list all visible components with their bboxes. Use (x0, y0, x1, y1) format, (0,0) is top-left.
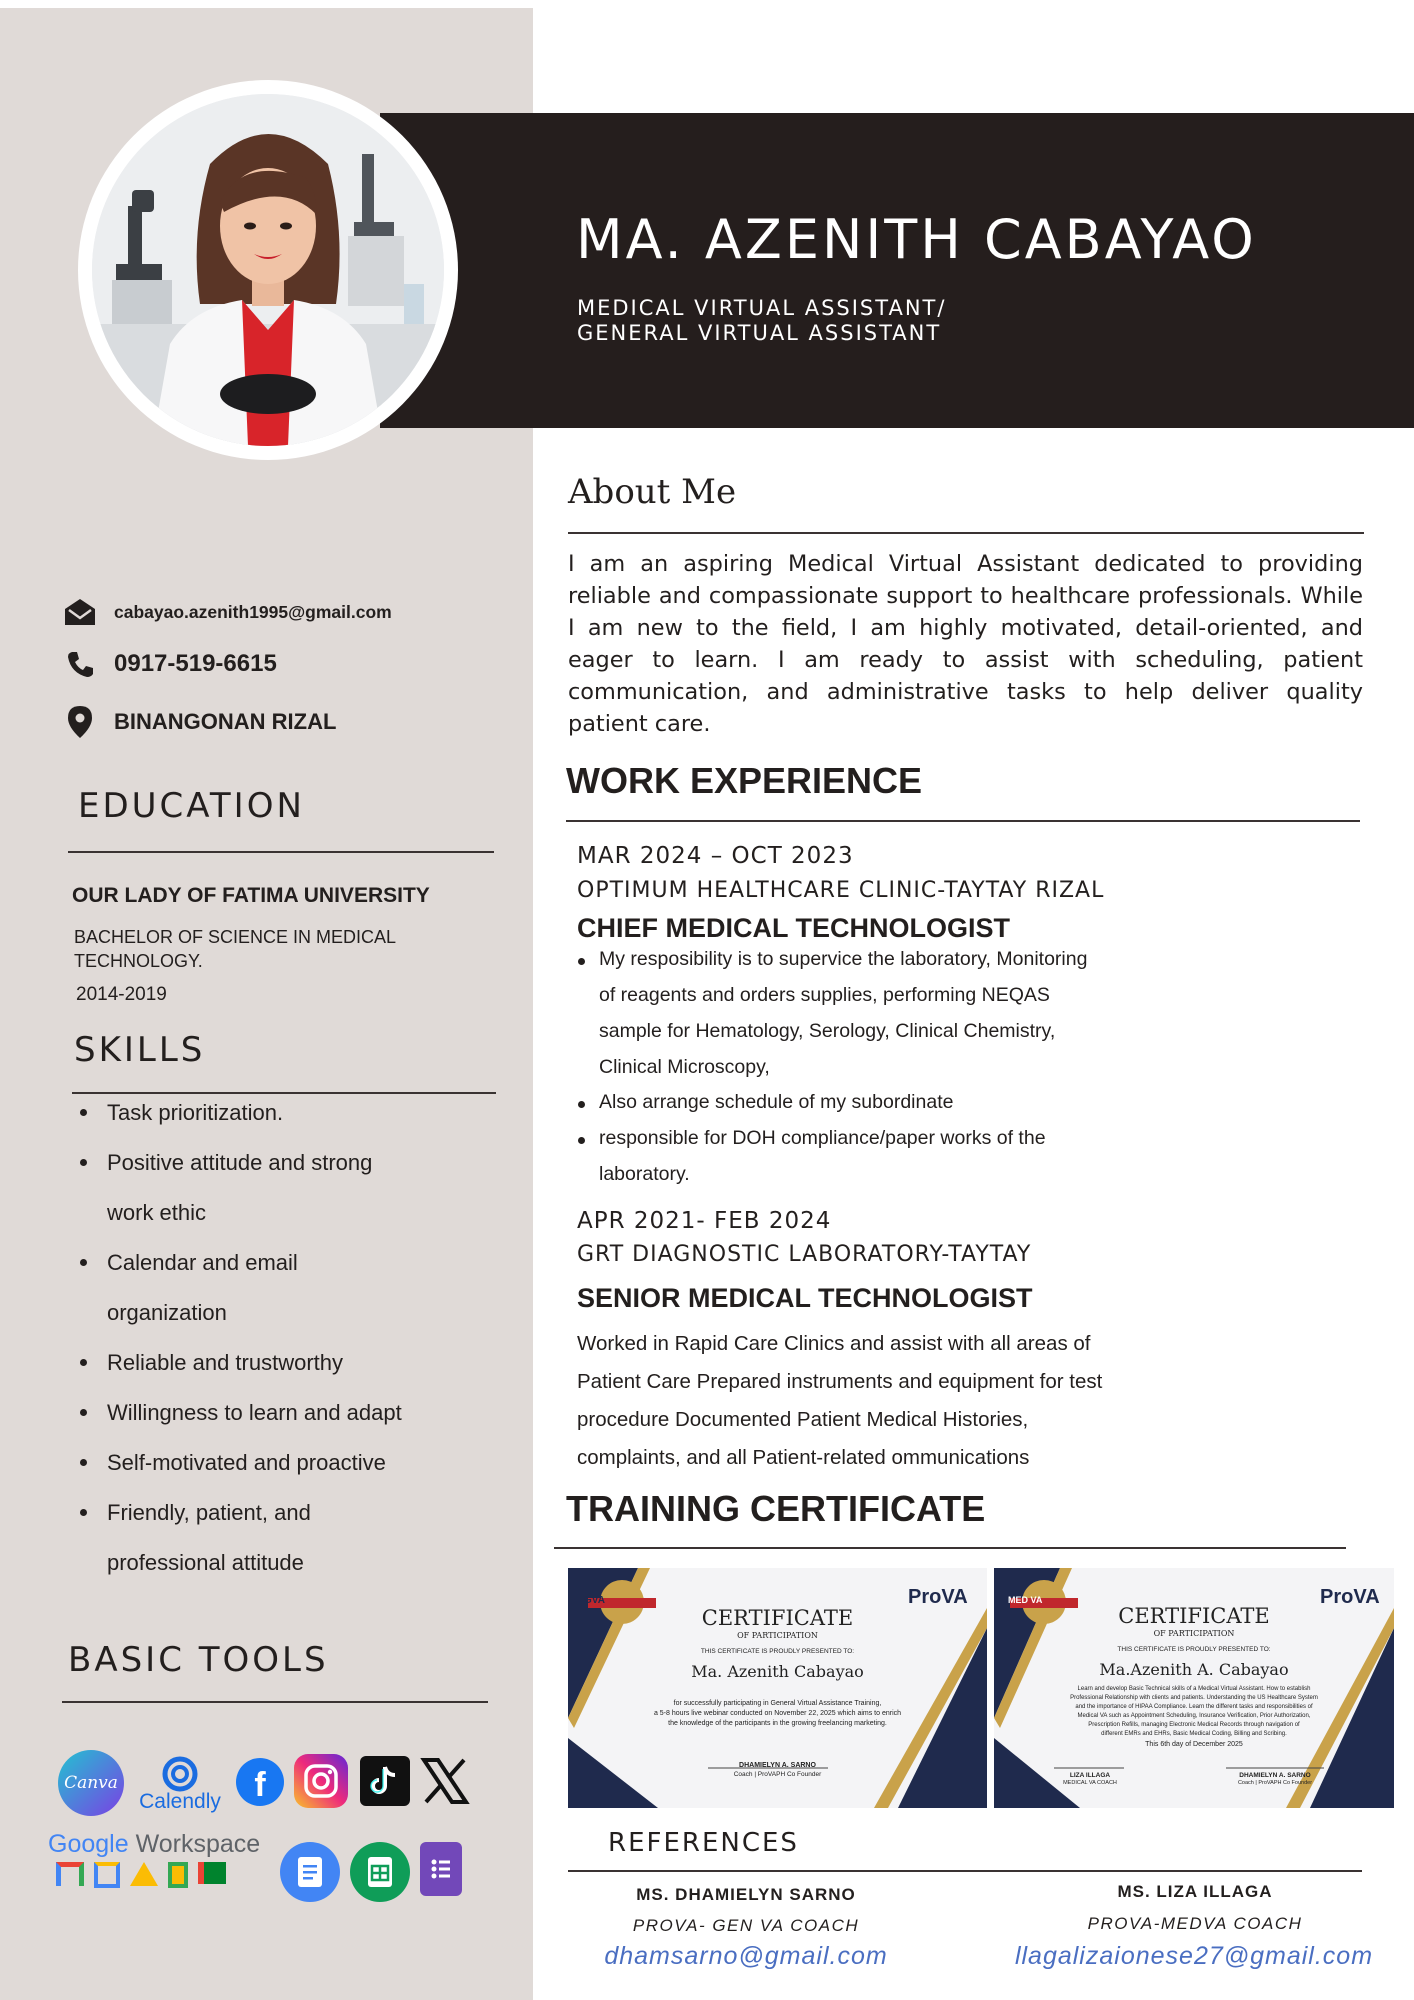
cert-signer: DHAMIELYN A. SARNO (739, 1762, 816, 1769)
envelope-icon (62, 594, 98, 630)
cert-signer-right: DHAMIELYN A. SARNO (1239, 1772, 1311, 1779)
skills-heading: SKILLS (74, 1030, 206, 1070)
candidate-name: MA. AZENITH CABAYAO (576, 208, 1257, 271)
job2-dates: APR 2021- FEB 2024 (577, 1208, 832, 1234)
google-docs-icon (280, 1842, 340, 1902)
contact-email (62, 594, 392, 630)
school-name: OUR LADY OF FATIMA UNIVERSITY (72, 884, 430, 907)
google-forms-icon (420, 1842, 462, 1896)
cert-recipient: Ma. Azenith Cabayao (691, 1662, 864, 1681)
facebook-icon: f (236, 1758, 284, 1806)
certificate-gva (568, 1568, 987, 1808)
skills-rule (72, 1092, 496, 1094)
phone-icon (62, 646, 98, 682)
tools-rule (62, 1701, 488, 1703)
cert-signer-left-role: MEDICAL VA COACH (1063, 1780, 1117, 1786)
google-workspace-logo: Google Workspace (48, 1830, 261, 1858)
cert-badge: GVA (584, 1595, 605, 1606)
degree-line-1: BACHELOR OF SCIENCE IN MEDICAL (74, 927, 397, 947)
google-apps-row (56, 1862, 226, 1888)
cert-subtitle: OF PARTICIPATION (737, 1631, 818, 1640)
cert-body: and the importance of HIPAA Compliance. Learn the different tasks and responsibilities of (1075, 1704, 1313, 1710)
about-text: I am an aspiring Medical Virtual Assistant dedicated to providing reliable and compassionate support to healthcare professionals. While I am new to the field, I am highly motivated, detail-oriented, and eager to learn. I am ready to assist with scheduling, patient communication, and administrative tasks to help deliver quality patient care. (568, 551, 1363, 737)
contact-location (62, 704, 336, 740)
cert-presented: THIS CERTIFICATE IS PROUDLY PRESENTED TO: (1117, 1646, 1271, 1653)
cert-body: Learn and develop Basic Technical skills of a Medical Virtual Assistant. How to establish (1077, 1686, 1311, 1692)
cert-subtitle: OF PARTICIPATION (1153, 1629, 1235, 1638)
cert-signer-role: Coach | ProVAPH Co Founder (733, 1771, 822, 1778)
cert-body: a 5-8 hours live webinar conducted on November 22, 2025 which aims to enrich (653, 1710, 902, 1717)
cert-body: Professional Relationship with clients and patients. Understanding the US Healthcare System (1070, 1695, 1318, 1701)
cert-title: CERTIFICATE (701, 1606, 854, 1630)
x-icon (418, 1754, 472, 1808)
gmail-icon (56, 1862, 84, 1886)
cert-signer-left: LIZA ILLAGA (1069, 1772, 1111, 1779)
calendly-icon: Calendly (132, 1750, 228, 1820)
contact-phone (62, 646, 277, 682)
job2-desc-line: procedure Documented Patient Medical Histories, (577, 1408, 1029, 1431)
docs-icon (168, 1862, 188, 1888)
about-rule (568, 532, 1364, 534)
job2-title: SENIOR MEDICAL TECHNOLOGIST (577, 1283, 1033, 1313)
reference-2-role: PROVA-MEDVA COACH (1087, 1914, 1303, 1933)
duty-line: My resposibility is to supervice the laboratory, Monitoring (599, 948, 1088, 970)
training-rule (554, 1547, 1346, 1549)
cert-body: Medical VA such as Appointment Scheduling, Insurance Verification, Prior Authorization, (1077, 1713, 1311, 1719)
cert-title: CERTIFICATE (1118, 1604, 1270, 1628)
education-heading: EDUCATION (78, 786, 305, 826)
reference-1-name: MS. DHAMIELYN SARNO (636, 1885, 856, 1904)
cert-presented: THIS CERTIFICATE IS PROUDLY PRESENTED TO: (700, 1648, 855, 1655)
cert-date: This 6th day of December 2025 (1145, 1741, 1243, 1748)
calendar-icon (94, 1862, 120, 1888)
about-heading: About Me (568, 472, 737, 512)
email-text: cabayao.azenith1995@gmail.com (114, 601, 392, 622)
work-heading: WORK EXPERIENCE (566, 760, 923, 801)
instagram-icon (294, 1754, 348, 1808)
canva-icon: Canva (58, 1750, 124, 1816)
prova-logo: ProVA (1320, 1586, 1380, 1608)
location-text: BINANGONAN RIZAL (114, 709, 337, 734)
duty-line: sample for Hematology, Serology, Clinical Chemistry, (599, 1020, 1056, 1042)
role-line-2: GENERAL VIRTUAL ASSISTANT (577, 321, 942, 345)
reference-2-name: MS. LIZA ILLAGA (1117, 1882, 1273, 1901)
reference-2-email[interactable]: llagalizaionese27@gmail.com (1014, 1942, 1374, 1970)
duty-line: Clinical Microscopy, (599, 1056, 770, 1078)
education-years: 2014-2019 (76, 984, 167, 1005)
cert-body: the knowledge of the participants in the growing freelancing marketing. (668, 1720, 887, 1727)
duty-line: Also arrange schedule of my subordinate (599, 1091, 954, 1113)
references-heading: REFERENCES (608, 1828, 799, 1858)
duty-line: laboratory. (599, 1163, 690, 1185)
cert-body: for successfully participating in General Virtual Assistance Training, (673, 1700, 882, 1707)
tiktok-icon (360, 1756, 410, 1806)
reference-1-role: PROVA- GEN VA COACH (632, 1916, 860, 1935)
cert-recipient: Ma.Azenith A. Cabayao (1099, 1660, 1289, 1679)
prova-logo: ProVA (908, 1586, 968, 1608)
duty-line: responsible for DOH compliance/paper works of the (599, 1127, 1046, 1149)
role-line-1: MEDICAL VIRTUAL ASSISTANT/ (577, 296, 947, 320)
cert-body: Prescription Refills, managing Electronic Medical Records through navigation of (1088, 1722, 1300, 1728)
cert-badge: MED VA (1008, 1595, 1043, 1605)
meet-icon (198, 1862, 226, 1884)
cert-body: different EMRs and EHRs, Basic Medical Coding, Billing and Scribing. (1101, 1731, 1287, 1737)
drive-icon (130, 1862, 158, 1886)
job2-company: GRT DIAGNOSTIC LABORATORY-TAYTAY (577, 1242, 1032, 1267)
profile-photo (92, 94, 444, 446)
references-rule (568, 1870, 1362, 1872)
certificate-medva (994, 1568, 1394, 1808)
training-heading: TRAINING CERTIFICATE (566, 1488, 986, 1529)
phone-text: 0917-519-6615 (114, 650, 277, 677)
tools-heading: BASIC TOOLS (68, 1640, 329, 1680)
cert-signer-right-role: Coach | ProVAPH Co Founder (1237, 1780, 1313, 1786)
education-rule (68, 851, 494, 853)
google-sheets-icon (350, 1842, 410, 1902)
degree-line-2: TECHNOLOGY. (74, 951, 203, 971)
work-rule (566, 820, 1360, 822)
job1-title: CHIEF MEDICAL TECHNOLOGIST (577, 913, 1011, 943)
job1-company: OPTIMUM HEALTHCARE CLINIC-TAYTAY RIZAL (577, 878, 1105, 903)
job2-desc-line: Patient Care Prepared instruments and equipment for test (577, 1370, 1103, 1393)
map-pin-icon (62, 704, 98, 740)
job2-desc-line: Worked in Rapid Care Clinics and assist with all areas of (577, 1332, 1091, 1355)
reference-1-email[interactable]: dhamsarno@gmail.com (604, 1942, 888, 1970)
duty-line: of reagents and orders supplies, performing NEQAS (599, 984, 1050, 1006)
job1-dates: MAR 2024 – OCT 2023 (577, 843, 854, 869)
job2-desc-line: complaints, and all Patient-related ommunications (577, 1446, 1030, 1469)
